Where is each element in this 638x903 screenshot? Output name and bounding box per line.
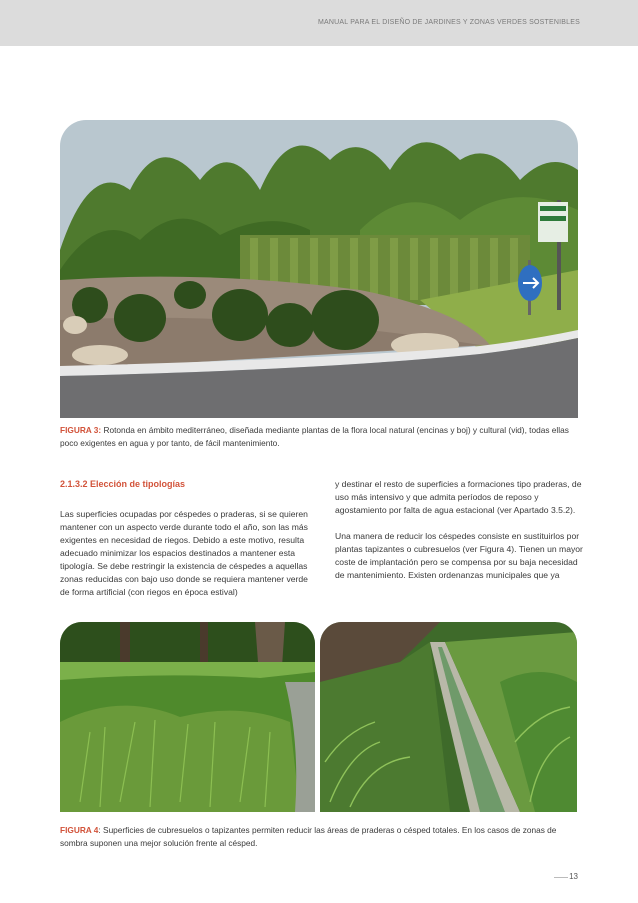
figure-3-caption-text: Rotonda en ámbito mediterráneo, diseñada mediante plantas de la flora local natural (encinas y boj) y cultural (vid), todas ellas poco exigentes en agua y por tanto, de fácil mantenimiento.	[60, 425, 569, 448]
page-number-rule	[554, 877, 568, 878]
text-column-right	[335, 478, 585, 595]
figure-4-photo-right	[320, 622, 577, 812]
page-header	[0, 0, 638, 46]
header-title: MANUAL PARA EL DISEÑO DE JARDINES Y ZONAS VERDES SOSTENIBLES	[318, 19, 580, 26]
figure-4-caption	[60, 824, 580, 850]
figure-4-photo-left	[60, 622, 315, 812]
paragraph-lawns: Las superficies ocupadas por céspedes o praderas, si se quieren mantener con un aspecto verde durante todo el año, son las más exigentes en necesidad de riegos. Debido a este motivo, resulta adecuado minimizar los espacios destinados a mantener esta tipología. Se debe restringir la existencia de céspedes a aquellas zonas reducidas con bajo uso donde se requiera mantener verde de forma artificial (con riegos en época estival)	[60, 509, 308, 597]
figure-4-caption-text: : Superficies de cubresuelos o tapizantes permiten reducir las áreas de praderas o césped totales. En los casos de zonas de sombra suponen una mejor solución frente al césped.	[60, 825, 557, 848]
figure-3-caption	[60, 424, 580, 450]
text-column-left	[60, 478, 315, 612]
section-title: 2.1.3.2 Elección de tipologías	[60, 479, 186, 489]
figure-3-photo	[60, 120, 578, 418]
figure-3-label: FIGURA 3:	[60, 425, 102, 435]
figure-4-label: FIGURA 4	[60, 825, 99, 835]
paragraph-meadows: y destinar el resto de superficies a formaciones tipo praderas, de uso más intensivo y que admita períodos de reposo y agostamiento por falta de agua estacional (ver Apartado 3.5.2).	[335, 479, 582, 515]
paragraph-groundcover: Una manera de reducir los céspedes consiste en sustituirlos por plantas tapizantes o cubresuelos (ver Figura 4). Tienen un mayor coste de implantación pero se compensa por su baja necesidad de mantenimiento. Existen ordenanzas municipales que ya	[335, 531, 583, 580]
page-number: 13	[569, 872, 578, 881]
